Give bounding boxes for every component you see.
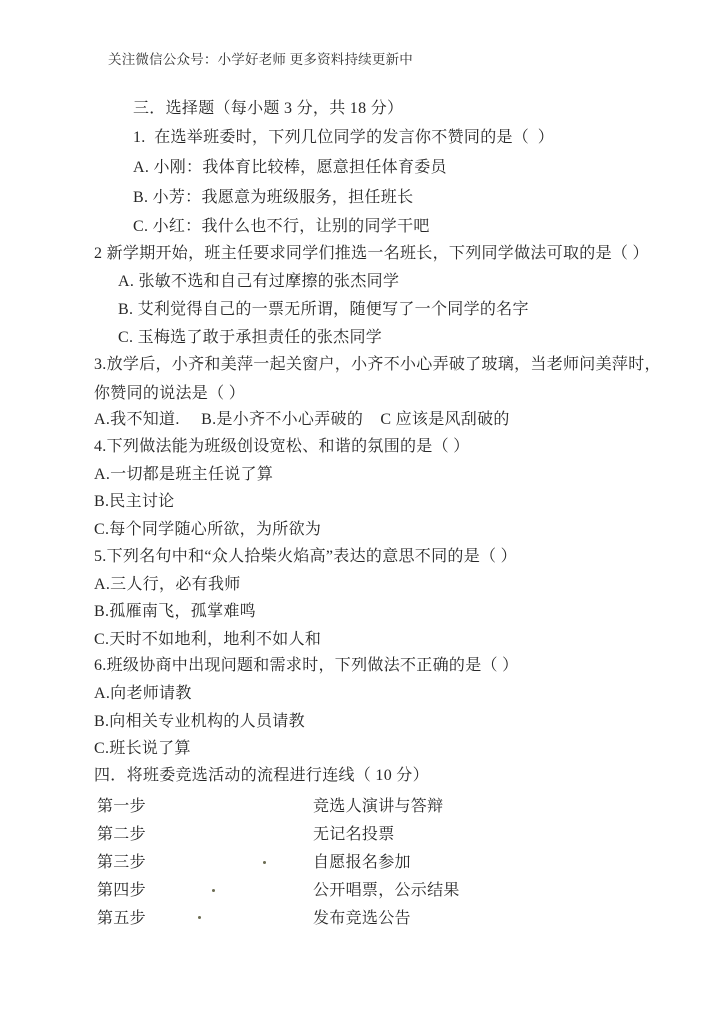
- q1-stem: 1. 在选举班委时，下列几位同学的发言你不赞同的是（ ）: [133, 129, 555, 146]
- q2-option-c: C. 玉梅选了敢于承担责任的张杰同学: [118, 329, 383, 346]
- match-item-4: 公开唱票，公示结果: [313, 882, 460, 899]
- q2-option-a: A. 张敏不选和自己有过摩擦的张杰同学: [118, 273, 400, 290]
- q6-option-b: B.向相关专业机构的人员请教: [94, 713, 305, 730]
- match-step-3: 第三步: [97, 854, 146, 871]
- match-step-5: 第五步: [97, 910, 146, 927]
- match-item-1: 竞选人演讲与答辩: [313, 798, 444, 815]
- match-step-2: 第二步: [97, 826, 146, 843]
- q5-option-b: B.孤雁南飞，孤掌难鸣: [94, 603, 256, 620]
- ink-speck-1: [263, 861, 266, 864]
- q5-option-c: C.天时不如地利，地利不如人和: [94, 631, 322, 648]
- q1-option-a: A. 小刚：我体育比较棒，愿意担任体育委员: [133, 159, 447, 176]
- match-item-2: 无记名投票: [313, 826, 395, 843]
- q3-options-line: A.我不知道. B.是小齐不小心弄破的 C 应该是风刮破的: [94, 411, 510, 428]
- match-item-3: 自愿报名参加: [313, 854, 411, 871]
- match-section-heading: 四．将班委竞选活动的流程进行连线（ 10 分）: [94, 767, 429, 784]
- match-step-4: 第四步: [97, 882, 146, 899]
- q2-stem: 2 新学期开始，班主任要求同学们推选一名班长，下列同学做法可取的是（ ）: [94, 245, 649, 262]
- q5-stem: 5.下列名句中和“众人拾柴火焰高”表达的意思不同的是（ ）: [94, 548, 517, 565]
- q4-option-a: A.一切都是班主任说了算: [94, 466, 274, 483]
- match-item-5: 发布竞选公告: [313, 910, 411, 927]
- q3-stem-line-2: 你赞同的说法是（ ）: [94, 385, 246, 402]
- match-step-1: 第一步: [97, 798, 146, 815]
- q6-option-a: A.向老师请教: [94, 685, 192, 702]
- ink-speck-3: [198, 916, 201, 919]
- q6-stem: 6.班级协商中出现问题和需求时，下列做法不正确的是（ ）: [94, 657, 519, 674]
- q4-option-c: C.每个同学随心所欲，为所欲为: [94, 521, 322, 538]
- q2-option-b: B. 艾利觉得自己的一票无所谓，随便写了一个同学的名字: [118, 301, 529, 318]
- q3-stem-line-1: 3.放学后，小齐和美萍一起关窗户，小齐不小心弄破了玻璃，当老师问美萍时，: [94, 356, 661, 373]
- q4-stem: 4.下列做法能为班级创设宽松、和谐的氛围的是（ ）: [94, 438, 470, 455]
- q6-option-c: C.班长说了算: [94, 740, 191, 757]
- ink-speck-2: [212, 889, 215, 892]
- q1-option-c: C. 小红：我什么也不行，让别的同学干吧: [133, 218, 430, 235]
- q4-option-b: B.民主讨论: [94, 493, 175, 510]
- choice-section-heading: 三．选择题（每小题 3 分，共 18 分）: [133, 100, 404, 117]
- header-notice: 关注微信公众号：小学好老师 更多资料持续更新中: [108, 52, 413, 67]
- q1-option-b: B. 小芳：我愿意为班级服务，担任班长: [133, 189, 414, 206]
- q5-option-a: A.三人行，必有我师: [94, 576, 241, 593]
